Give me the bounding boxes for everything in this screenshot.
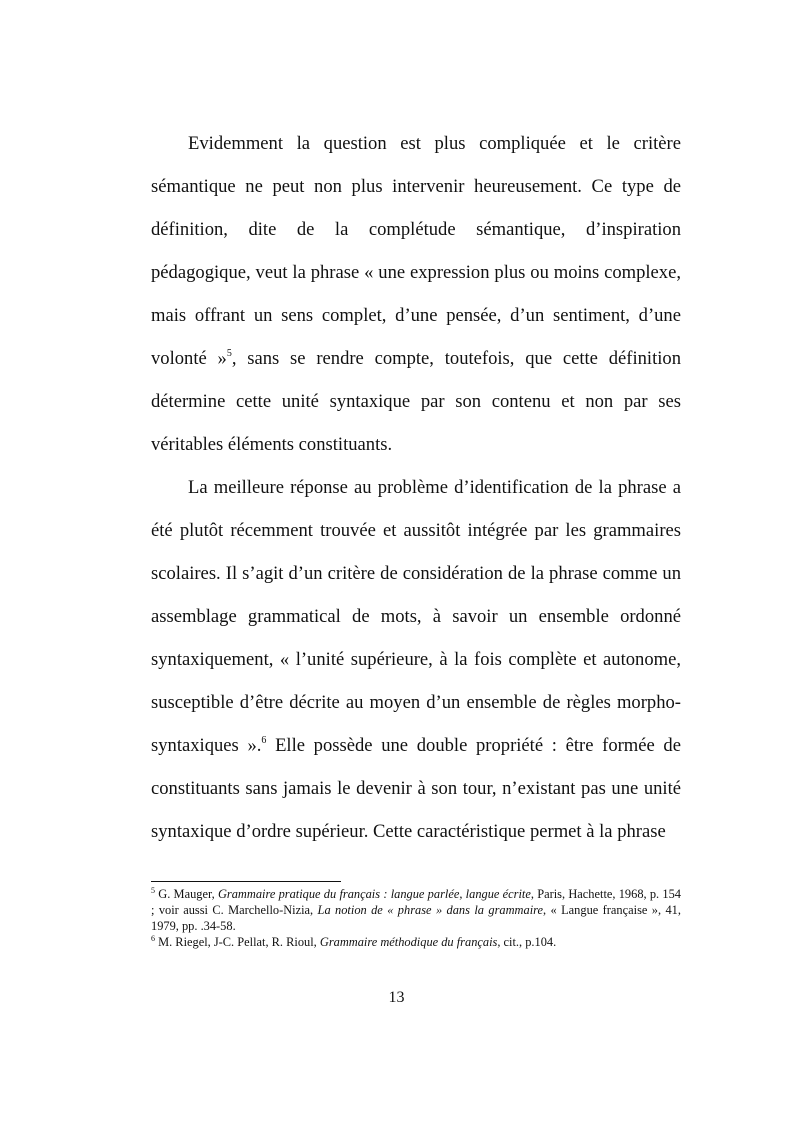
footnote-number: 6 — [151, 934, 155, 943]
footnote-ref: 6 — [261, 735, 267, 746]
paragraph-text: , sans se rendre compte, toutefois, que cette définition détermine cette unité syntaxique par son contenu et non par ses véritables éléments constituants. — [151, 348, 681, 455]
footnote-ref: 5 — [226, 348, 232, 359]
footnote-title: Grammaire pratique du français : langue parlée, langue écrite — [217, 887, 531, 901]
footnotes — [151, 881, 681, 950]
page-number: 13 — [388, 989, 405, 1006]
footnote-text: G. Mauger, — [155, 887, 218, 901]
paragraph-text: Elle possède une double propriété : être formée de constituants sans jamais le devenir à son tour, n’existant pas une unité syntaxique d’ordre supérieur. Cette caractéristique permet à la phrase — [151, 735, 681, 842]
footnote-number: 5 — [151, 886, 155, 895]
footnote-text: , Paris, Hachette, 1968, p. 154 ; voir aussi C. Marchello-Nizia, — [151, 887, 681, 917]
footnote-title: La notion de « phrase » dans la grammaire — [317, 903, 544, 917]
footnote-title: Grammaire méthodique du français — [319, 935, 498, 949]
paragraph — [151, 466, 681, 853]
footnote-text: , cit., p.104. — [497, 935, 557, 949]
footnote — [151, 934, 681, 950]
footnote-text: , « Langue française », 41, 1979, pp. .34-58. — [151, 903, 681, 933]
paragraph-text: La meilleure réponse au problème d’identification de la phrase a été plutôt récemment trouvée et aussitôt intégrée par les grammaires scolaires. Il s’agit d’un critère de considération de la phrase comme un assemblage grammatical de mots, à savoir un ensemble ordonné syntaxiquement, « l’unité supérieure, à la fois complète et autonome, susceptible d’être décrite au moyen d’un ensemble de règles morpho-syntaxiques ». — [151, 477, 681, 756]
footnote-separator — [151, 881, 341, 882]
footnote-text: M. Riegel, J-C. Pellat, R. Rioul, — [155, 935, 320, 949]
paragraph — [151, 122, 681, 466]
footnote — [151, 886, 681, 934]
body-text — [151, 122, 681, 853]
paragraph-text: Evidemment la question est plus compliquée et le critère sémantique ne peut non plus intervenir heureusement. Ce type de définition, dite de la complétude sémantique, d’inspiration pédagogique, veut la phrase « une expression plus ou moins complexe, mais offrant un sens complet, d’une pensée, d’un sentiment, d’une volonté » — [151, 133, 681, 369]
